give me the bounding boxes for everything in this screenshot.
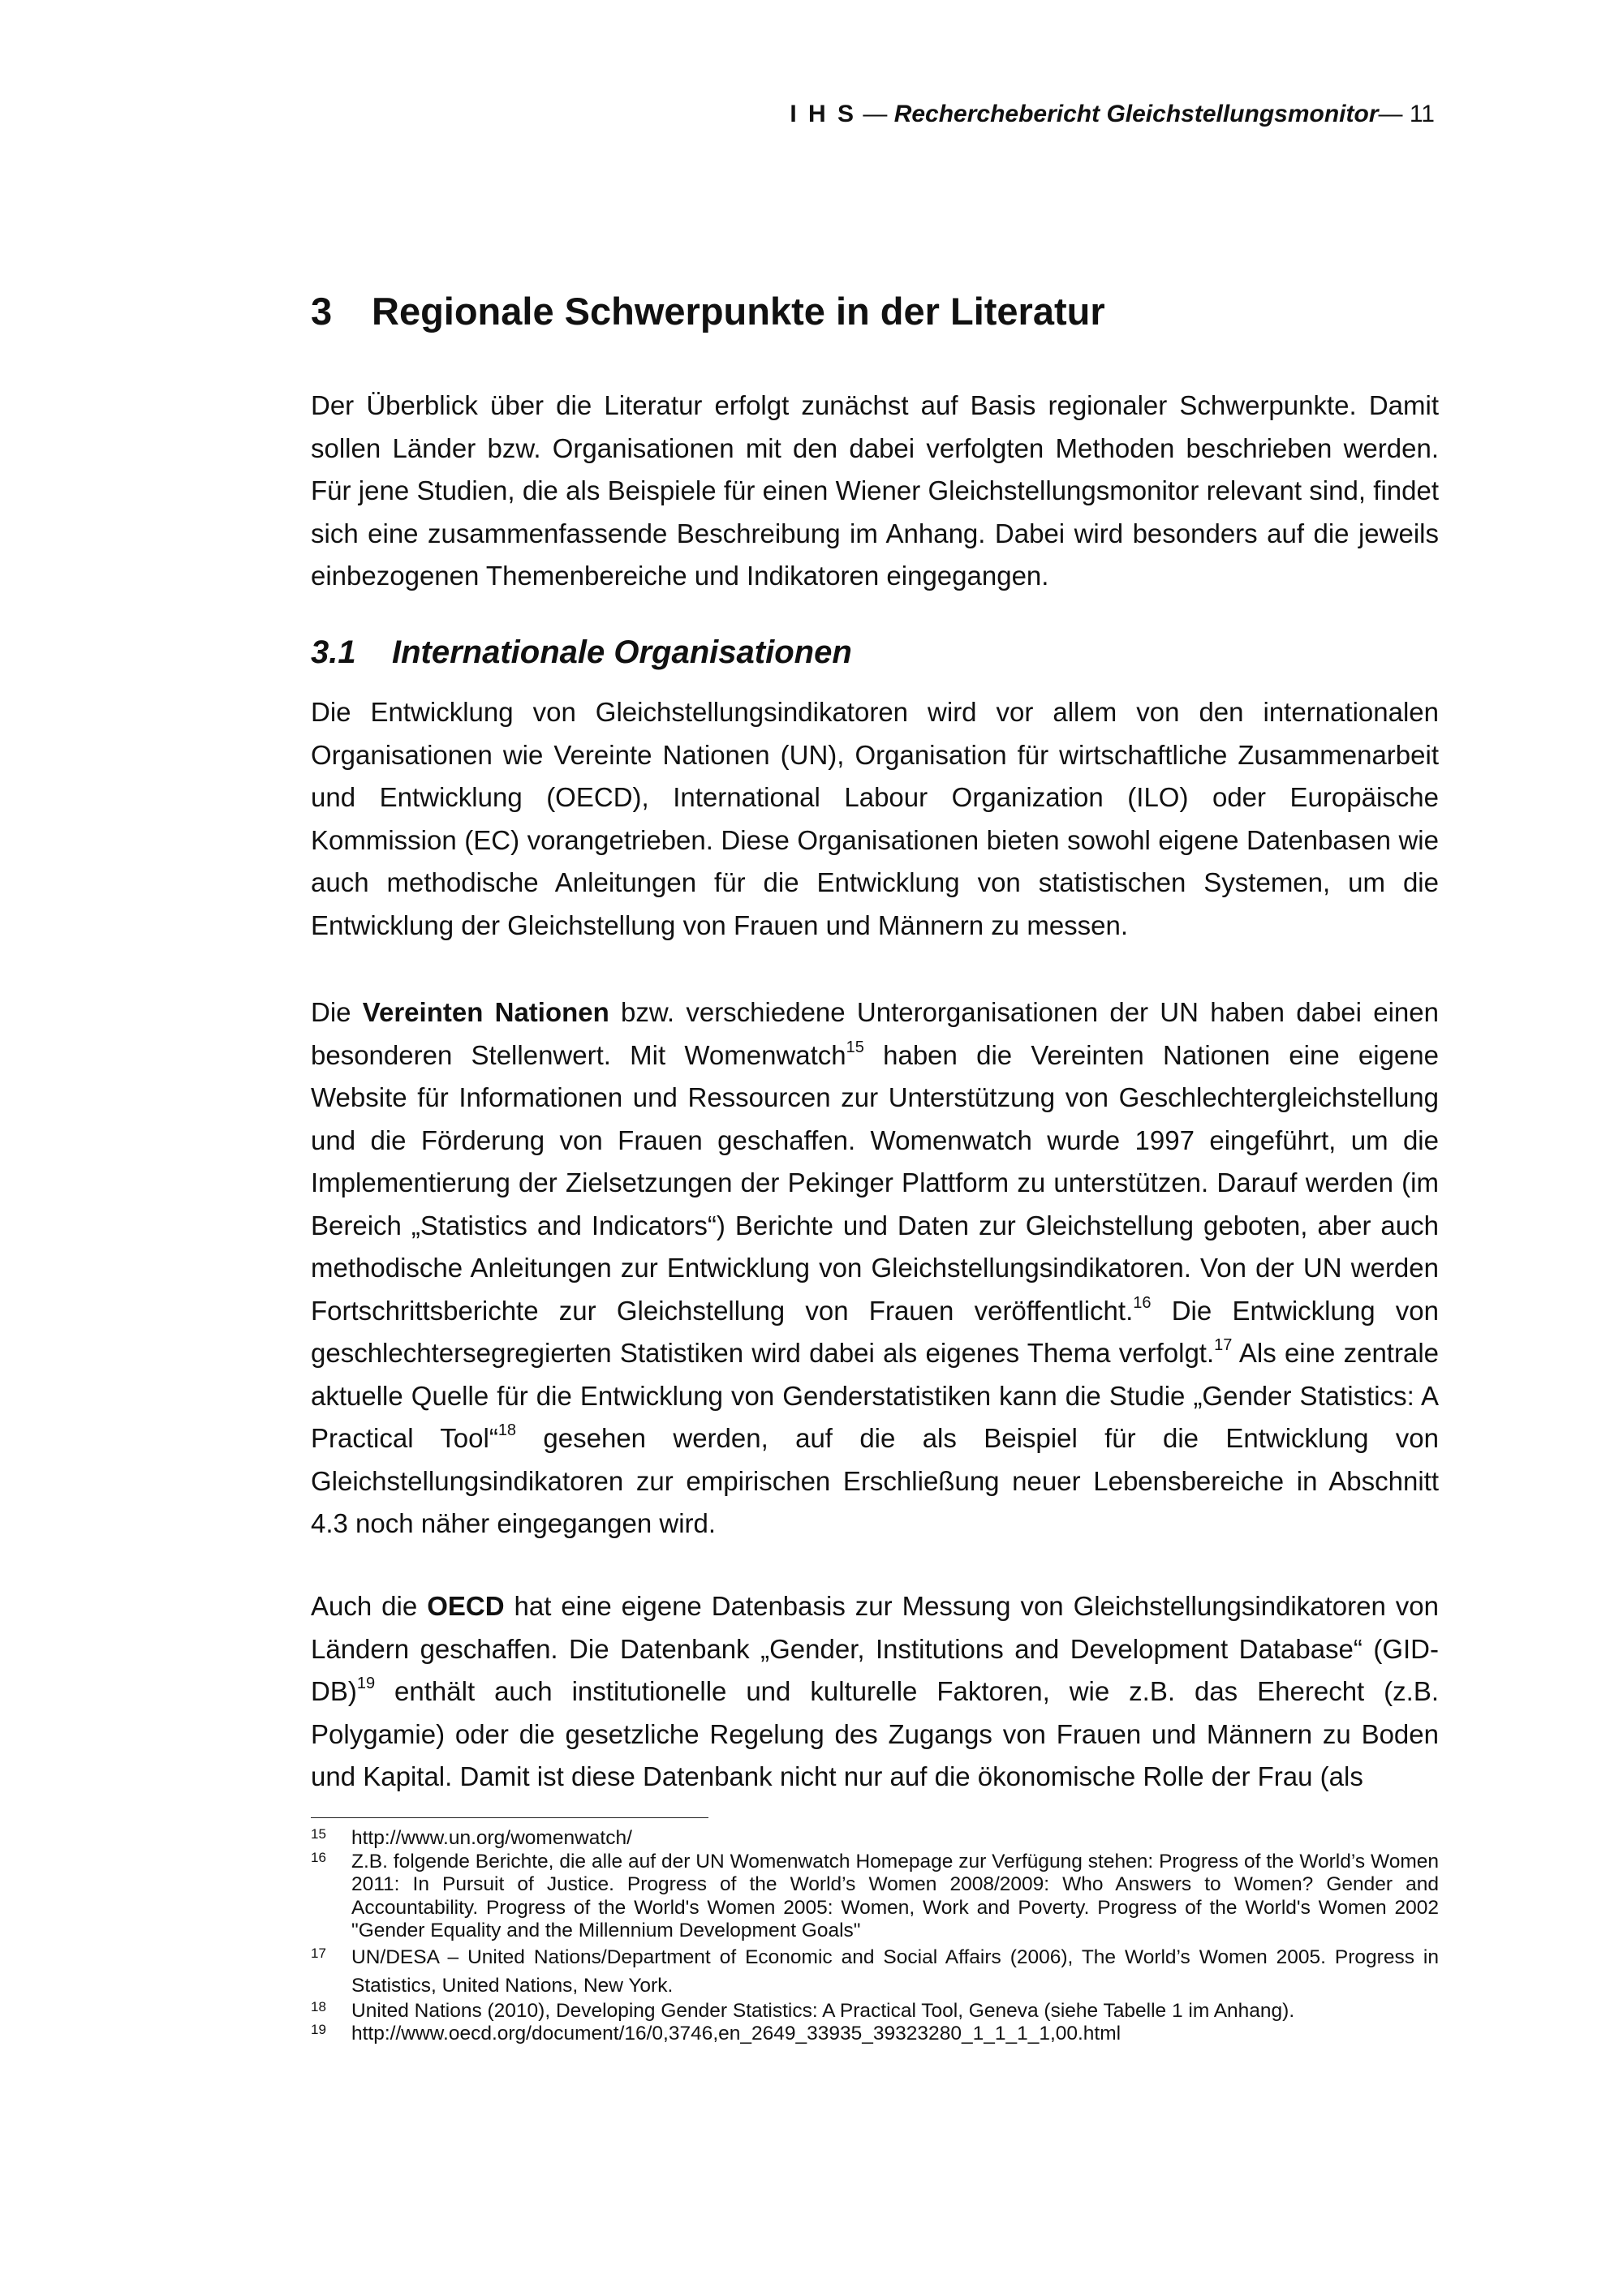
footnote-16 (311, 1851, 1439, 1943)
footnote-ref[interactable]: 18 (497, 1421, 517, 1439)
footnote-ref[interactable]: 15 (846, 1038, 864, 1056)
text-run: Auch die (311, 1591, 428, 1621)
footnote-number: 19 (311, 2022, 326, 2037)
header-page-separator: — (1378, 101, 1410, 127)
un-paragraph (311, 991, 1439, 1546)
chapter-heading (311, 289, 1105, 333)
international-orgs-paragraph: Die Entwicklung von Gleichstellungsindikatoren wird vor allem von den internationalen Organisationen wie Vereinte Nationen (UN), Organisation für wirtschaftliche Zusammenarbeit und Entwicklung (OECD), International Labour Organization (ILO) oder Europäische Kommission (EC) vorangetrieben. Diese Organisationen bieten sowohl eigene Datenbasen wie auch methodische Anleitungen für die Entwicklung von statistischen Systemen, um die Entwicklung der Gleichstellung von Frauen und Männern zu messen. (311, 697, 1439, 940)
text-run: Als eine zentrale aktuelle Quelle für die Entwicklung von Genderstatistiken kann die Studie „Gender Statistics: A Practical Tool“ (311, 1338, 1440, 1453)
section-number: 3.1 (311, 634, 356, 670)
footnote-ref[interactable]: 16 (1133, 1293, 1152, 1312)
header-org: I H S (790, 101, 857, 127)
text-run: Die (311, 997, 363, 1027)
page-number: 11 (1409, 101, 1435, 127)
bold-term: Vereinten Nationen (362, 997, 609, 1027)
footnote-ref[interactable]: 17 (1214, 1336, 1233, 1354)
text-run: bzw. verschiedene Unterorganisationen der UN haben dabei einen besonderen Stellenwert. Mit Womenwatch (311, 997, 1439, 1070)
footnote-number: 17 (311, 1945, 326, 1961)
text-run: hat eine eigene Datenbasis zur Messung von Gleichstellungsindikatoren von Ländern geschaffen. Die Datenbank „Gender, Institutions and Development Database“ (GID-DB) (311, 1591, 1440, 1706)
footnote-number: 15 (311, 1826, 326, 1842)
header-separator: — (856, 101, 894, 127)
footnotes (311, 1827, 1439, 2046)
footnote-18 (311, 2000, 1439, 2023)
text-run: haben die Vereinten Nationen eine eigene Website für Informationen und Ressourcen zur Unterstützung von Geschlechtergleichstellung und die Förderung von Frauen geschaffen. Womenwatch wurde 1997 eingeführt, um die Implementierung der Zielsetzungen der Pekinger Plattform zu unterstützen. Darauf werden (im Bereich „Statistics and Indicators“) Berichte und Daten zur Gleichstellung geboten, aber auch methodische Anleitungen zur Entwicklung von Gleichstellungsindikatoren. Von der UN werden Fortschrittsberichte zur Gleichstellung von Frauen veröffentlicht. (311, 1039, 1439, 1326)
bold-term: OECD (427, 1591, 505, 1621)
header-title: Recherchebericht Gleichstellungsmonitor (893, 101, 1379, 127)
footnote-ref[interactable]: 19 (356, 1675, 376, 1692)
footnote-number: 18 (311, 1998, 326, 2014)
chapter-number: 3 (311, 290, 333, 333)
intro-paragraph: Der Überblick über die Literatur erfolgt zunächst auf Basis regionaler Schwerpunkte. Damit sollen Länder bzw. Organisationen mit den dabei verfolgten Methoden beschrieben werden. Für jene Studien, die als Beispiele für einen Wiener Gleichstellungsmonitor relevant sind, findet sich eine zusammenfassende Beschreibung im Anhang. Dabei wird besonders auf die jeweils einbezogenen Themenbereiche und Indikatoren eingegangen. (311, 390, 1439, 591)
footnote-17 (311, 1943, 1439, 2000)
footnote-link[interactable]: http://www.oecd.org/document/16/0,3746,en_2649_33935_39323280_1_1_1_1,00.html (351, 2023, 1121, 2044)
footnote-divider (311, 1817, 708, 1818)
footnote-15 (311, 1827, 1439, 1851)
footnote-number: 16 (311, 1849, 326, 1865)
footnote-link[interactable]: http://www.un.org/womenwatch/ (351, 1827, 632, 1849)
chapter-title: Regionale Schwerpunkte in der Literatur (372, 290, 1105, 333)
section-title: Internationale Organisationen (392, 634, 852, 670)
footnote-19 (311, 2023, 1439, 2046)
text-run: gesehen werden, auf die als Beispiel für die Entwicklung von Gleichstellungsindikatoren zur empirischen Erschließung neuer Lebensbereiche in Abschnitt 4.3 noch näher eingegangen wird. (311, 1423, 1439, 1538)
footnote-text: UN/DESA – United Nations/Department of Economic and Social Affairs (2006), The World’s Women 2005. Progress in Statistics, United Nations, New York. (351, 1946, 1439, 1997)
section-heading (311, 634, 852, 671)
oecd-paragraph (311, 1585, 1439, 1799)
text-run: enthält auch institutionelle und kulturelle Faktoren, wie z.B. das Eherecht (z.B. Polygamie) oder die gesetzliche Regelung des Zugangs von Frauen und Männern zu Boden und Kapital. Damit ist diese Datenbank nicht nur auf die ökonomische Rolle der Frau (als (311, 1676, 1439, 1791)
text-run: Die Entwicklung von geschlechtersegregierten Statistiken wird dabei als eigenes Thema verfolgt. (311, 1295, 1439, 1368)
footnote-text: Z.B. folgende Berichte, die alle auf der UN Womenwatch Homepage zur Verfügung stehen: Progress of the World’s Women 2011: In Pursuit of Justice. Progress of the World’s Women 2008/2009: Who Answers to Women? Gender and Accountability. Progress of the World's Women 2005: Women, Work and Poverty. Progress of the World's Women 2002 "Gender Equality and the Millennium Development Goals" (351, 1850, 1439, 1941)
running-header (790, 101, 1435, 128)
footnote-text: United Nations (2010), Developing Gender Statistics: A Practical Tool, Geneva (siehe Tabelle 1 im Anhang). (351, 1999, 1295, 2022)
